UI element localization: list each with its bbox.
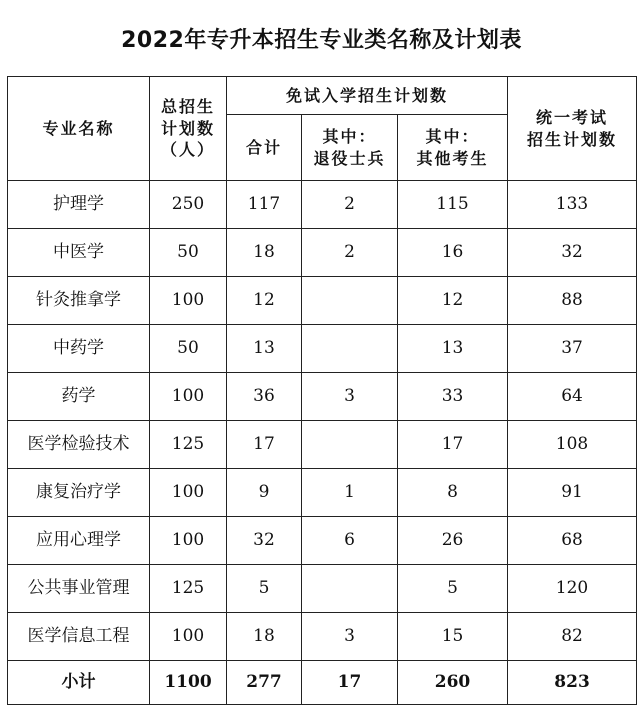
- veterans-cell: [302, 565, 398, 613]
- others-cell: 115: [398, 181, 508, 229]
- total-plan-cell: 100: [150, 469, 227, 517]
- unified-cell: 64: [508, 373, 637, 421]
- veterans-cell: [302, 421, 398, 469]
- header-total-plan-line-3: （人）: [160, 140, 215, 160]
- major-name: 中医学: [8, 229, 150, 277]
- major-name: 应用心理学: [8, 517, 150, 565]
- unified-cell: 120: [508, 565, 637, 613]
- veterans-cell: 6: [302, 517, 398, 565]
- total-plan-cell: 125: [150, 565, 227, 613]
- unified-cell: 68: [508, 517, 637, 565]
- header-veterans: [302, 115, 398, 181]
- major-name: 医学信息工程: [8, 613, 150, 661]
- total-plan-cell: 100: [150, 373, 227, 421]
- major-name: 康复治疗学: [8, 469, 150, 517]
- others-cell: 16: [398, 229, 508, 277]
- major-name: 公共事业管理: [8, 565, 150, 613]
- major-name: 护理学: [8, 181, 150, 229]
- others-cell: 5: [398, 565, 508, 613]
- header-others-line-2: 其他考生: [416, 148, 489, 168]
- unified-cell: 37: [508, 325, 637, 373]
- table-row: [8, 325, 637, 373]
- header-unified-line-2: 招生计划数: [527, 129, 618, 149]
- subtotal-row: [8, 661, 637, 705]
- major-name: 医学检验技术: [8, 421, 150, 469]
- exempt-total-cell: 13: [227, 325, 302, 373]
- unified-cell: 91: [508, 469, 637, 517]
- major-name: 中药学: [8, 325, 150, 373]
- veterans-cell: 2: [302, 181, 398, 229]
- header-others-line-1: 其中：: [425, 126, 480, 146]
- major-name: 针灸推拿学: [8, 277, 150, 325]
- unified-cell: 108: [508, 421, 637, 469]
- exempt-total-cell: 18: [227, 613, 302, 661]
- table-row: [8, 613, 637, 661]
- others-cell: 33: [398, 373, 508, 421]
- table-row: [8, 517, 637, 565]
- others-cell: 17: [398, 421, 508, 469]
- total-plan-cell: 125: [150, 421, 227, 469]
- exempt-total-cell: 12: [227, 277, 302, 325]
- table-row: [8, 421, 637, 469]
- others-cell: 13: [398, 325, 508, 373]
- table-row: [8, 181, 637, 229]
- veterans-cell: [302, 325, 398, 373]
- unified-cell: 88: [508, 277, 637, 325]
- total-plan-cell: 100: [150, 277, 227, 325]
- subtotal-unified: 823: [508, 661, 637, 705]
- total-plan-cell: 100: [150, 517, 227, 565]
- header-row-1: [8, 77, 637, 115]
- header-total-plan-line-2: 计划数: [160, 118, 215, 138]
- veterans-cell: [302, 277, 398, 325]
- plan-table: [7, 76, 637, 705]
- header-total-plan: [150, 77, 227, 181]
- header-others: [398, 115, 508, 181]
- total-plan-cell: 50: [150, 229, 227, 277]
- subtotal-label: 小计: [8, 661, 150, 705]
- unified-cell: 82: [508, 613, 637, 661]
- exempt-total-cell: 9: [227, 469, 302, 517]
- exempt-total-cell: 17: [227, 421, 302, 469]
- exempt-total-cell: 36: [227, 373, 302, 421]
- table-row: [8, 277, 637, 325]
- subtotal-veterans: 17: [302, 661, 398, 705]
- header-exempt-group: 免试入学招生计划数: [227, 77, 508, 115]
- total-plan-cell: 250: [150, 181, 227, 229]
- major-name: 药学: [8, 373, 150, 421]
- total-plan-cell: 100: [150, 613, 227, 661]
- exempt-total-cell: 18: [227, 229, 302, 277]
- header-unified-line-1: 统一考试: [536, 107, 609, 127]
- total-plan-cell: 50: [150, 325, 227, 373]
- header-major: 专业名称: [8, 77, 150, 181]
- unified-cell: 133: [508, 181, 637, 229]
- veterans-cell: 3: [302, 613, 398, 661]
- exempt-total-cell: 117: [227, 181, 302, 229]
- table-row: [8, 565, 637, 613]
- table-row: [8, 469, 637, 517]
- others-cell: 26: [398, 517, 508, 565]
- exempt-total-cell: 32: [227, 517, 302, 565]
- veterans-cell: 1: [302, 469, 398, 517]
- subtotal-exempt-total: 277: [227, 661, 302, 705]
- others-cell: 15: [398, 613, 508, 661]
- page-title: 2022年专升本招生专业类名称及计划表: [121, 27, 522, 53]
- veterans-cell: 3: [302, 373, 398, 421]
- header-veterans-line-2: 退役士兵: [313, 148, 386, 168]
- others-cell: 12: [398, 277, 508, 325]
- veterans-cell: 2: [302, 229, 398, 277]
- unified-cell: 32: [508, 229, 637, 277]
- header-unified: [508, 77, 637, 181]
- header-veterans-line-1: 其中：: [322, 126, 377, 146]
- header-total-plan-line-1: 总招生: [160, 97, 215, 117]
- exempt-total-cell: 5: [227, 565, 302, 613]
- others-cell: 8: [398, 469, 508, 517]
- table-row: [8, 373, 637, 421]
- subtotal-others: 260: [398, 661, 508, 705]
- table-row: [8, 229, 637, 277]
- header-exempt-total: 合计: [227, 115, 302, 181]
- subtotal-total-plan: 1100: [150, 661, 227, 705]
